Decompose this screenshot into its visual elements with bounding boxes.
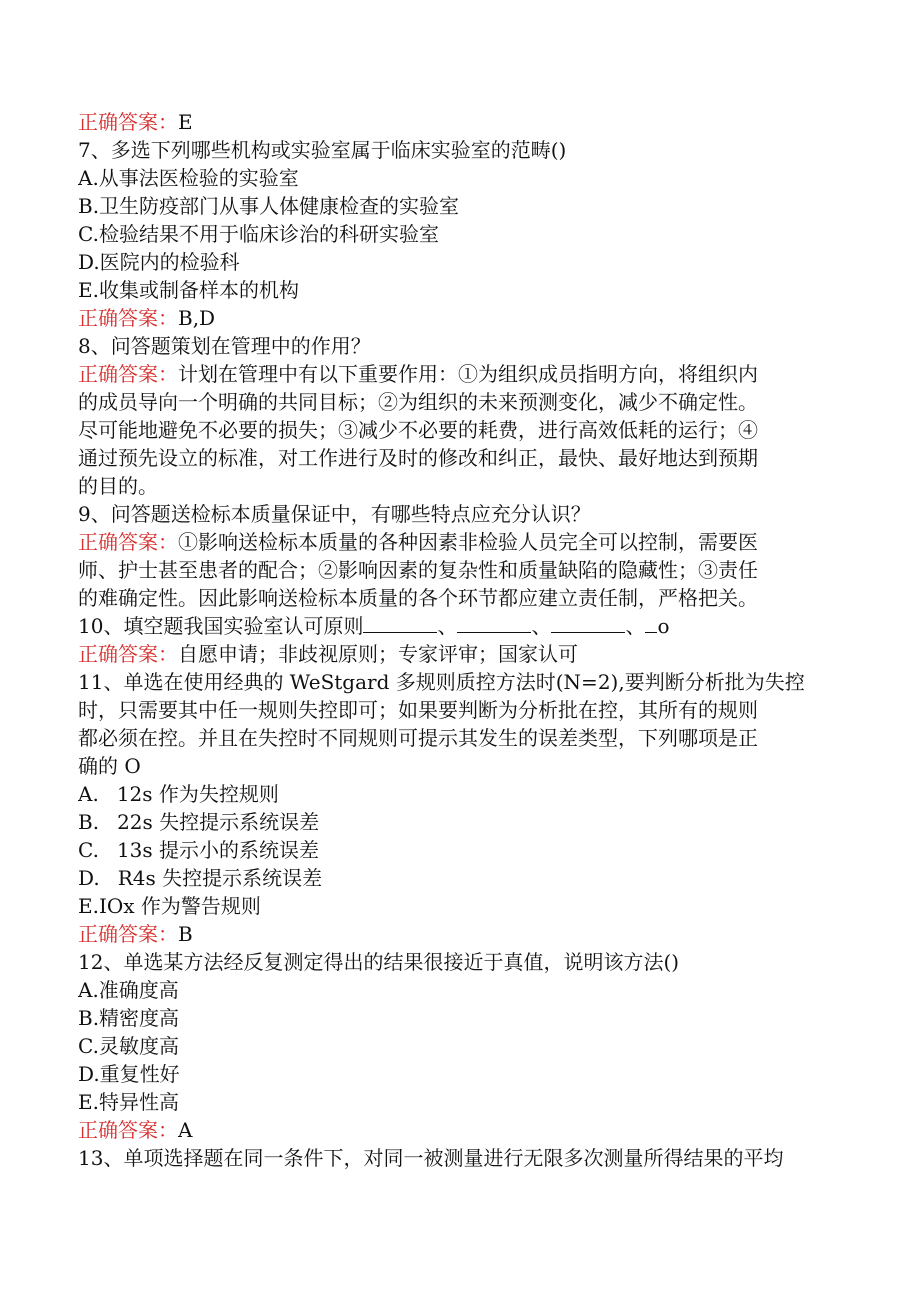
q12-answer: [78, 1116, 838, 1144]
answer-label: 正确答案：: [78, 922, 178, 946]
q10-answer: [78, 640, 838, 668]
question-line: 确的 O: [78, 754, 141, 778]
q12-option-a: A.准确度高: [78, 978, 179, 1002]
document-page: [78, 108, 838, 1172]
q11-option-c: [78, 836, 838, 864]
q7-option-a: A.从事法医检验的实验室: [78, 166, 299, 190]
option-text: R4s 失控提示系统误差: [117, 866, 323, 890]
question-line: 11、单选在使用经典的 WeStgard 多规则质控方法时(N=2),要判断分析批为失控: [78, 670, 805, 694]
q12-option-b: B.精密度高: [78, 1006, 180, 1030]
q11-answer: [78, 920, 838, 948]
q8-answer: [78, 360, 838, 500]
answer-label: 正确答案：: [78, 1118, 178, 1142]
q12-option-c: C.灵敏度高: [78, 1034, 179, 1058]
q7-answer: [78, 304, 838, 332]
option-text: 22s 失控提示系统误差: [117, 810, 320, 834]
blank-separator: 、: [437, 614, 458, 638]
answer-value: B,D: [178, 306, 216, 330]
option-text: 13s 提示小的系统误差: [116, 838, 320, 862]
q7-option-c: C.检验结果不用于临床诊治的科研实验室: [78, 222, 439, 246]
q7-option-e: E.收集或制备样本的机构: [78, 278, 299, 302]
q7-option-b: B.卫生防疫部门从事人体健康检查的实验室: [78, 194, 460, 218]
answer-text-line: 通过预先设立的标准，对工作进行及时的修改和纠正，最快、最好地达到预期: [78, 446, 758, 470]
q9-question: 9、问答题送检标本质量保证中，有哪些特点应充分认识？: [78, 502, 591, 526]
fill-blank: [645, 614, 657, 633]
option-key: D.: [78, 866, 100, 890]
option-key: C.: [78, 838, 99, 862]
fill-blank: [363, 614, 437, 633]
fill-blank: [457, 614, 531, 633]
answer-text-line: ①影响送检标本质量的各种因素非检验人员完全可以控制，需要医: [178, 530, 758, 554]
q11-option-a: [78, 780, 838, 808]
answer-text-line: 师、护士甚至患者的配合；②影响因素的复杂性和质量缺陷的隐藏性；③责任: [78, 558, 758, 582]
q12-question: 12、单选某方法经反复测定得出的结果很接近于真值，说明该方法(): [78, 950, 680, 974]
option-text: 12s 作为失控规则: [116, 782, 279, 806]
answer-label: 正确答案：: [78, 110, 178, 134]
q11-option-b: [78, 808, 838, 836]
q6-answer: [78, 108, 838, 136]
q11-question: [78, 668, 838, 780]
answer-label: 正确答案：: [78, 362, 178, 386]
q11-option-e: E.IOx 作为警告规则: [78, 894, 261, 918]
answer-value: B: [178, 922, 193, 946]
q11-option-d: [78, 864, 838, 892]
q10-question-text: 10、填空题我国实验室认可原则: [78, 614, 364, 638]
answer-text-line: 的成员导向一个明确的共同目标；②为组织的未来预测变化，减少不确定性。: [78, 390, 758, 414]
q12-option-e: E.特异性高: [78, 1090, 179, 1114]
blank-separator: 、: [625, 614, 646, 638]
answer-value: E: [178, 110, 193, 134]
q9-answer: [78, 528, 838, 612]
answer-text-line: 的目的。: [78, 474, 158, 498]
question-line: 都必须在控。并且在失控时不同规则可提示其发生的误差类型，下列哪项是正: [78, 726, 758, 750]
blank-suffix: o: [657, 614, 670, 638]
q12-option-d: D.重复性好: [78, 1062, 180, 1086]
answer-value: A: [178, 1118, 193, 1142]
answer-text-line: 的难确定性。因此影响送检标本质量的各个环节都应建立责任制，严格把关。: [78, 586, 758, 610]
q13-question: 13、单项选择题在同一条件下，对同一被测量进行无限多次测量所得结果的平均: [78, 1146, 784, 1170]
q7-question: 7、多选下列哪些机构或实验室属于临床实验室的范畴(): [78, 138, 567, 162]
answer-label: 正确答案：: [78, 642, 178, 666]
answer-text-line: 尽可能地避免不必要的损失；③减少不必要的耗费，进行高效低耗的运行；④: [78, 418, 758, 442]
blank-separator: 、: [531, 614, 552, 638]
answer-text-line: 计划在管理中有以下重要作用：①为组织成员指明方向，将组织内: [178, 362, 758, 386]
q10-question: [78, 612, 838, 640]
answer-label: 正确答案：: [78, 530, 178, 554]
q8-question: 8、问答题策划在管理中的作用？: [78, 334, 371, 358]
answer-label: 正确答案：: [78, 306, 178, 330]
question-line: 时，只需要其中任一规则失控即可；如果要判断为分析批在控，其所有的规则: [78, 698, 758, 722]
option-key: A.: [78, 782, 99, 806]
q7-option-d: D.医院内的检验科: [78, 250, 240, 274]
answer-value: 自愿申请；非歧视原则；专家评审；国家认可: [178, 642, 578, 666]
fill-blank: [551, 614, 625, 633]
option-key: B.: [78, 810, 100, 834]
